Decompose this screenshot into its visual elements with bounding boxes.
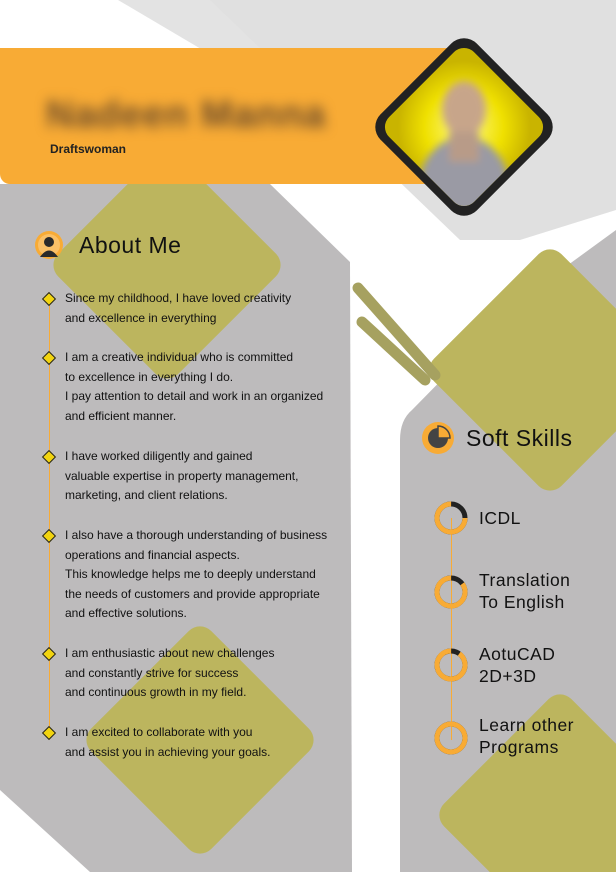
- about-line: to excellence in everything I do.: [65, 369, 234, 384]
- about-line: valuable expertise in property management,: [65, 468, 299, 483]
- skill-label: [479, 643, 555, 687]
- skill-ring: [433, 647, 469, 683]
- skill-line: Translation: [479, 570, 571, 590]
- skills-title: Soft Skills: [466, 425, 573, 451]
- pie-chart-icon: [421, 421, 455, 455]
- about-item: [65, 526, 327, 624]
- person-name: Nadeen Manna: [46, 94, 327, 136]
- skill-ring-fill: [437, 724, 465, 752]
- about-title: About Me: [79, 232, 182, 258]
- skill-line: To English: [479, 592, 565, 612]
- about-line: I am a creative individual who is committed: [65, 350, 294, 364]
- skill-label: [479, 507, 521, 529]
- about-line: the needs of customers and provide appropriate: [65, 586, 320, 601]
- about-line: and constantly strive for success: [65, 665, 239, 680]
- profile-photo: [369, 37, 559, 217]
- about-item: [65, 723, 270, 762]
- about-item: [65, 447, 298, 506]
- skill-line: 2D+3D: [479, 666, 537, 686]
- about-line: Since my childhood, I have loved creativity: [65, 291, 292, 305]
- skill-line: Learn other: [479, 715, 575, 735]
- about-line: marketing, and client relations.: [65, 488, 228, 502]
- about-line: I have worked diligently and gained: [65, 449, 253, 463]
- about-line: I am enthusiastic about new challenges: [65, 646, 275, 660]
- about-line: and effective solutions.: [65, 606, 187, 620]
- about-line: I am excited to collaborate with you: [65, 725, 253, 739]
- about-line: operations and financial aspects.: [65, 547, 240, 562]
- about-line: I also have a thorough understanding of business: [65, 528, 328, 542]
- skill-ring: [433, 500, 469, 536]
- about-line: and excellence in everything: [65, 310, 217, 325]
- skill-label: [479, 569, 570, 613]
- skill-line: AotuCAD: [479, 644, 556, 664]
- skill-line: ICDL: [479, 508, 521, 528]
- about-line: This knowledge helps me to deeply understand: [65, 567, 316, 581]
- about-line: and assist you in achieving your goals.: [65, 744, 271, 759]
- skill-ring: [433, 574, 469, 610]
- skill-line: Programs: [479, 737, 559, 757]
- skill-ring-fill: [433, 647, 469, 683]
- about-line: and continuous growth in my field.: [65, 685, 247, 699]
- skill-label: [479, 714, 574, 758]
- about-line: and efficient manner.: [65, 408, 177, 423]
- about-item: [65, 348, 323, 426]
- skills-connector-line: [451, 518, 452, 740]
- skill-ring: [433, 720, 469, 756]
- about-item: [65, 644, 274, 703]
- about-item: [65, 289, 291, 328]
- job-title: Draftswoman: [50, 142, 127, 156]
- about-line: I pay attention to detail and work in an organized: [65, 389, 324, 403]
- person-icon: [34, 230, 64, 260]
- skill-ring-fill: [433, 574, 469, 610]
